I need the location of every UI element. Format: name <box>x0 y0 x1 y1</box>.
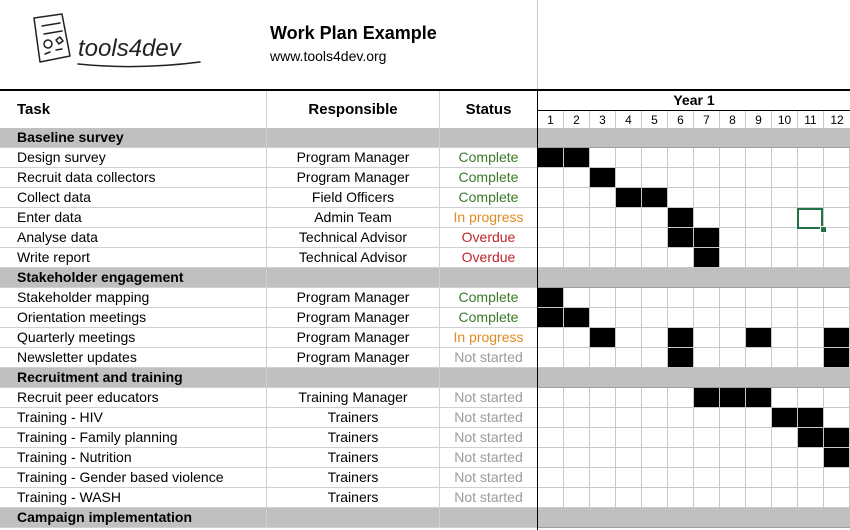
gantt-empty-cell[interactable] <box>642 348 668 368</box>
sheet-header <box>0 0 850 89</box>
gantt-empty-cell[interactable] <box>720 188 746 208</box>
task-responsible: Program Manager <box>267 148 440 168</box>
gantt-empty-cell[interactable] <box>746 188 772 208</box>
gantt-empty-cell[interactable] <box>798 188 824 208</box>
gantt-empty-cell[interactable] <box>824 208 850 228</box>
task-name: Training - Family planning <box>0 428 267 448</box>
gantt-empty-cell[interactable] <box>746 168 772 188</box>
gantt-empty-cell[interactable] <box>720 328 746 348</box>
gantt-empty-cell[interactable] <box>746 428 772 448</box>
task-responsible: Trainers <box>267 428 440 448</box>
section-row[interactable] <box>0 128 850 148</box>
month-header: 1 <box>538 111 564 130</box>
gantt-empty-cell[interactable] <box>590 468 616 488</box>
gantt-empty-cell[interactable] <box>798 308 824 328</box>
task-status: Not started <box>440 448 538 468</box>
gantt-empty-cell[interactable] <box>668 308 694 328</box>
task-row[interactable] <box>0 288 850 308</box>
gantt-empty-cell[interactable] <box>798 168 824 188</box>
gantt-empty-cell[interactable] <box>668 288 694 308</box>
gantt-empty-cell[interactable] <box>772 208 798 228</box>
gantt-empty-cell[interactable] <box>720 228 746 248</box>
task-responsible: Program Manager <box>267 168 440 188</box>
gantt-empty-cell[interactable] <box>694 348 720 368</box>
gantt-empty-cell[interactable] <box>564 188 590 208</box>
task-row[interactable] <box>0 168 850 188</box>
task-row[interactable] <box>0 448 850 468</box>
task-name: Quarterly meetings <box>0 328 267 348</box>
tools4dev-logo <box>30 12 205 82</box>
gantt-bar-cell[interactable] <box>538 148 564 168</box>
gantt-empty-cell[interactable] <box>720 248 746 268</box>
gantt-empty-cell[interactable] <box>772 168 798 188</box>
task-responsible: Program Manager <box>267 308 440 328</box>
gantt-empty-cell[interactable] <box>694 188 720 208</box>
gantt-empty-cell[interactable] <box>720 468 746 488</box>
task-responsible: Training Manager <box>267 388 440 408</box>
task-responsible: Program Manager <box>267 348 440 368</box>
task-status: Complete <box>440 148 538 168</box>
task-status: Not started <box>440 428 538 448</box>
gantt-empty-cell[interactable] <box>694 408 720 428</box>
gantt-bar-cell[interactable] <box>824 448 850 468</box>
gantt-empty-cell[interactable] <box>564 248 590 268</box>
gantt-empty-cell[interactable] <box>642 428 668 448</box>
gantt-empty-cell[interactable] <box>746 348 772 368</box>
gantt-empty-cell[interactable] <box>720 408 746 428</box>
gantt-bar-cell[interactable] <box>798 408 824 428</box>
gantt-empty-cell[interactable] <box>746 148 772 168</box>
gantt-empty-cell[interactable] <box>668 148 694 168</box>
gantt-empty-cell[interactable] <box>642 488 668 508</box>
section-status-cell <box>440 508 538 528</box>
page-title: Work Plan Example <box>270 23 437 43</box>
gantt-bar-cell[interactable] <box>538 308 564 328</box>
task-name: Analyse data <box>0 228 267 248</box>
gantt-empty-cell[interactable] <box>720 428 746 448</box>
task-name: Collect data <box>0 188 267 208</box>
gantt-empty-cell[interactable] <box>668 388 694 408</box>
gantt-empty-cell[interactable] <box>564 448 590 468</box>
gantt-empty-cell[interactable] <box>590 228 616 248</box>
section-responsible-cell <box>267 508 440 528</box>
gantt-empty-cell[interactable] <box>720 288 746 308</box>
gantt-empty-cell[interactable] <box>564 288 590 308</box>
gantt-empty-cell[interactable] <box>824 168 850 188</box>
task-responsible: Technical Advisor <box>267 228 440 248</box>
gantt-empty-cell[interactable] <box>798 388 824 408</box>
gantt-bar-cell[interactable] <box>668 208 694 228</box>
task-name: Newsletter updates <box>0 348 267 368</box>
section-row[interactable] <box>0 368 850 388</box>
gantt-bar-cell[interactable] <box>824 348 850 368</box>
gantt-empty-cell[interactable] <box>746 248 772 268</box>
gantt-empty-cell[interactable] <box>616 208 642 228</box>
gantt-empty-cell[interactable] <box>538 208 564 228</box>
task-row[interactable] <box>0 228 850 248</box>
gantt-bar-cell[interactable] <box>824 428 850 448</box>
task-row[interactable] <box>0 468 850 488</box>
gantt-empty-cell[interactable] <box>668 468 694 488</box>
gantt-empty-cell[interactable] <box>694 428 720 448</box>
task-name: Training - WASH <box>0 488 267 508</box>
gantt-bar-cell[interactable] <box>746 388 772 408</box>
gantt-empty-cell[interactable] <box>616 168 642 188</box>
task-status: Complete <box>440 188 538 208</box>
task-name: Design survey <box>0 148 267 168</box>
gantt-empty-cell[interactable] <box>746 208 772 228</box>
gantt-empty-cell[interactable] <box>772 228 798 248</box>
section-title: Baseline survey <box>0 128 267 148</box>
gantt-empty-cell[interactable] <box>538 328 564 348</box>
gantt-empty-cell[interactable] <box>694 288 720 308</box>
month-header: 10 <box>772 111 798 130</box>
gantt-bar-cell[interactable] <box>668 348 694 368</box>
gantt-empty-cell[interactable] <box>772 188 798 208</box>
gantt-empty-cell[interactable] <box>720 208 746 228</box>
gantt-empty-cell[interactable] <box>824 488 850 508</box>
year-1-header: Year 1 <box>538 91 850 111</box>
gantt-bar-cell[interactable] <box>824 328 850 348</box>
gantt-empty-cell[interactable] <box>538 448 564 468</box>
task-status: In progress <box>440 328 538 348</box>
gantt-empty-cell[interactable] <box>772 328 798 348</box>
gantt-empty-cell[interactable] <box>746 308 772 328</box>
gantt-empty-cell[interactable] <box>616 348 642 368</box>
task-name: Write report <box>0 248 267 268</box>
section-row[interactable] <box>0 508 850 528</box>
gantt-empty-cell[interactable] <box>538 488 564 508</box>
gantt-empty-cell[interactable] <box>564 428 590 448</box>
section-title: Campaign implementation <box>0 508 267 528</box>
logo-wordmark: tools4dev <box>78 35 181 62</box>
gantt-empty-cell[interactable] <box>590 288 616 308</box>
month-header: 2 <box>564 111 590 130</box>
gantt-empty-cell[interactable] <box>564 488 590 508</box>
task-status: Complete <box>440 288 538 308</box>
task-status: Overdue <box>440 248 538 268</box>
task-status: In progress <box>440 208 538 228</box>
task-status: Overdue <box>440 228 538 248</box>
gantt-empty-cell[interactable] <box>668 488 694 508</box>
gantt-empty-cell[interactable] <box>564 348 590 368</box>
gantt-empty-cell[interactable] <box>668 168 694 188</box>
gantt-empty-cell[interactable] <box>772 468 798 488</box>
gantt-empty-cell[interactable] <box>616 148 642 168</box>
gantt-empty-cell[interactable] <box>642 248 668 268</box>
gantt-empty-cell[interactable] <box>772 428 798 448</box>
task-responsible: Technical Advisor <box>267 248 440 268</box>
table-header-row <box>0 89 850 130</box>
gantt-empty-cell[interactable] <box>772 488 798 508</box>
gantt-empty-cell[interactable] <box>590 308 616 328</box>
gantt-empty-cell[interactable] <box>798 448 824 468</box>
gantt-bar-cell[interactable] <box>590 168 616 188</box>
section-status-cell <box>440 128 538 148</box>
gantt-empty-cell[interactable] <box>616 448 642 468</box>
gantt-empty-cell[interactable] <box>824 148 850 168</box>
task-row[interactable] <box>0 188 850 208</box>
gantt-empty-cell[interactable] <box>564 468 590 488</box>
gantt-empty-cell[interactable] <box>616 328 642 348</box>
task-row[interactable] <box>0 428 850 448</box>
task-name: Recruit data collectors <box>0 168 267 188</box>
gantt-empty-cell[interactable] <box>772 148 798 168</box>
gantt-empty-cell[interactable] <box>798 348 824 368</box>
gantt-empty-cell[interactable] <box>590 448 616 468</box>
responsible-column-header: Responsible <box>267 91 440 130</box>
task-responsible: Trainers <box>267 408 440 428</box>
gantt-empty-cell[interactable] <box>616 468 642 488</box>
gantt-bar-cell[interactable] <box>564 148 590 168</box>
gantt-empty-cell[interactable] <box>824 468 850 488</box>
gantt-empty-cell[interactable] <box>798 488 824 508</box>
gantt-bar-cell[interactable] <box>538 288 564 308</box>
header-divider <box>537 0 538 89</box>
gantt-empty-cell[interactable] <box>616 248 642 268</box>
gantt-empty-cell[interactable] <box>616 408 642 428</box>
gantt-bar-cell[interactable] <box>694 248 720 268</box>
gantt-empty-cell[interactable] <box>538 168 564 188</box>
section-responsible-cell <box>267 128 440 148</box>
task-responsible: Field Officers <box>267 188 440 208</box>
month-header: 3 <box>590 111 616 130</box>
gantt-empty-cell[interactable] <box>824 288 850 308</box>
gantt-empty-cell[interactable] <box>616 488 642 508</box>
section-status-cell <box>440 268 538 288</box>
month-header: 11 <box>798 111 824 130</box>
gantt-empty-cell[interactable] <box>824 408 850 428</box>
fill-handle[interactable] <box>820 226 827 233</box>
month-header: 8 <box>720 111 746 130</box>
month-header: 6 <box>668 111 694 130</box>
gantt-empty-cell[interactable] <box>720 168 746 188</box>
gantt-empty-cell[interactable] <box>564 168 590 188</box>
gantt-empty-cell[interactable] <box>772 248 798 268</box>
gantt-empty-cell[interactable] <box>590 208 616 228</box>
gantt-empty-cell[interactable] <box>694 468 720 488</box>
gantt-empty-cell[interactable] <box>538 428 564 448</box>
gantt-empty-cell[interactable] <box>824 248 850 268</box>
gantt-empty-cell[interactable] <box>772 348 798 368</box>
gantt-empty-cell[interactable] <box>564 388 590 408</box>
month-header: 9 <box>746 111 772 130</box>
gantt-empty-cell[interactable] <box>642 448 668 468</box>
gantt-empty-cell[interactable] <box>668 428 694 448</box>
task-responsible: Admin Team <box>267 208 440 228</box>
gantt-empty-cell[interactable] <box>538 388 564 408</box>
gantt-bar-cell[interactable] <box>590 328 616 348</box>
gantt-empty-cell[interactable] <box>668 448 694 468</box>
gantt-empty-cell[interactable] <box>720 308 746 328</box>
gantt-empty-cell[interactable] <box>642 328 668 348</box>
gantt-empty-cell[interactable] <box>694 308 720 328</box>
section-responsible-cell <box>267 268 440 288</box>
task-row[interactable] <box>0 408 850 428</box>
gantt-empty-cell[interactable] <box>668 408 694 428</box>
gantt-empty-cell[interactable] <box>824 308 850 328</box>
task-row[interactable] <box>0 388 850 408</box>
section-gantt-band <box>538 128 850 148</box>
gantt-bar-cell[interactable] <box>720 388 746 408</box>
gantt-empty-cell[interactable] <box>538 248 564 268</box>
gantt-empty-cell[interactable] <box>746 448 772 468</box>
gantt-empty-cell[interactable] <box>694 148 720 168</box>
gantt-empty-cell[interactable] <box>772 448 798 468</box>
task-responsible: Program Manager <box>267 288 440 308</box>
task-status: Not started <box>440 348 538 368</box>
gantt-bar-cell[interactable] <box>616 188 642 208</box>
gantt-empty-cell[interactable] <box>824 188 850 208</box>
month-header: 5 <box>642 111 668 130</box>
gantt-empty-cell[interactable] <box>564 228 590 248</box>
task-row[interactable] <box>0 488 850 508</box>
gantt-empty-cell[interactable] <box>590 488 616 508</box>
task-status: Not started <box>440 468 538 488</box>
gantt-empty-cell[interactable] <box>772 308 798 328</box>
task-row[interactable] <box>0 328 850 348</box>
gantt-empty-cell[interactable] <box>746 488 772 508</box>
task-row[interactable] <box>0 248 850 268</box>
task-responsible: Trainers <box>267 448 440 468</box>
task-status: Not started <box>440 488 538 508</box>
task-name: Stakeholder mapping <box>0 288 267 308</box>
gantt-empty-cell[interactable] <box>538 348 564 368</box>
gantt-empty-cell[interactable] <box>746 468 772 488</box>
gantt-empty-cell[interactable] <box>798 328 824 348</box>
section-gantt-band <box>538 508 850 528</box>
task-column-header: Task <box>0 91 267 130</box>
gantt-empty-cell[interactable] <box>590 148 616 168</box>
gantt-empty-cell[interactable] <box>720 348 746 368</box>
gantt-empty-cell[interactable] <box>590 188 616 208</box>
section-gantt-band <box>538 268 850 288</box>
gantt-empty-cell[interactable] <box>642 388 668 408</box>
task-row[interactable] <box>0 308 850 328</box>
gantt-bar-cell[interactable] <box>694 388 720 408</box>
task-name: Training - HIV <box>0 408 267 428</box>
gantt-empty-cell[interactable] <box>590 428 616 448</box>
gantt-empty-cell[interactable] <box>772 388 798 408</box>
gantt-empty-cell[interactable] <box>798 468 824 488</box>
task-responsible: Trainers <box>267 488 440 508</box>
month-header: 7 <box>694 111 720 130</box>
task-name: Orientation meetings <box>0 308 267 328</box>
gantt-empty-cell[interactable] <box>720 488 746 508</box>
gantt-empty-cell[interactable] <box>590 248 616 268</box>
gantt-empty-cell[interactable] <box>642 148 668 168</box>
gantt-empty-cell[interactable] <box>720 448 746 468</box>
gantt-empty-cell[interactable] <box>720 148 746 168</box>
gantt-empty-cell[interactable] <box>824 228 850 248</box>
task-status: Not started <box>440 388 538 408</box>
website-url: www.tools4dev.org <box>270 48 387 64</box>
task-row[interactable] <box>0 148 850 168</box>
gantt-empty-cell[interactable] <box>694 448 720 468</box>
gantt-empty-cell[interactable] <box>772 288 798 308</box>
gantt-empty-cell[interactable] <box>694 168 720 188</box>
gantt-empty-cell[interactable] <box>642 168 668 188</box>
task-responsible: Trainers <box>267 468 440 488</box>
gantt-bar-cell[interactable] <box>668 228 694 248</box>
gantt-empty-cell[interactable] <box>538 188 564 208</box>
gantt-empty-cell[interactable] <box>616 388 642 408</box>
gantt-empty-cell[interactable] <box>564 328 590 348</box>
section-row[interactable] <box>0 268 850 288</box>
gantt-empty-cell[interactable] <box>798 148 824 168</box>
section-status-cell <box>440 368 538 388</box>
task-row[interactable] <box>0 348 850 368</box>
gantt-empty-cell[interactable] <box>668 188 694 208</box>
gantt-bar-cell[interactable] <box>668 328 694 348</box>
status-column-header: Status <box>440 91 538 130</box>
gantt-bar-cell[interactable] <box>798 428 824 448</box>
task-row[interactable] <box>0 208 850 228</box>
gantt-empty-cell[interactable] <box>642 288 668 308</box>
gantt-empty-cell[interactable] <box>538 228 564 248</box>
gantt-empty-cell[interactable] <box>564 208 590 228</box>
gantt-empty-cell[interactable] <box>824 388 850 408</box>
gantt-empty-cell[interactable] <box>694 208 720 228</box>
gantt-empty-cell[interactable] <box>694 488 720 508</box>
gantt-empty-cell[interactable] <box>746 408 772 428</box>
task-name: Recruit peer educators <box>0 388 267 408</box>
month-header: 12 <box>824 111 850 130</box>
gantt-empty-cell[interactable] <box>616 288 642 308</box>
month-header: 4 <box>616 111 642 130</box>
task-responsible: Program Manager <box>267 328 440 348</box>
gantt-empty-cell[interactable] <box>798 248 824 268</box>
gantt-empty-cell[interactable] <box>642 408 668 428</box>
section-gantt-band <box>538 368 850 388</box>
gantt-empty-cell[interactable] <box>642 228 668 248</box>
task-status: Complete <box>440 308 538 328</box>
gantt-bar-cell[interactable] <box>694 228 720 248</box>
gantt-divider <box>537 89 538 530</box>
gantt-bar-cell[interactable] <box>746 328 772 348</box>
gantt-bar-cell[interactable] <box>564 308 590 328</box>
gantt-bar-cell[interactable] <box>642 188 668 208</box>
gantt-empty-cell[interactable] <box>590 388 616 408</box>
task-status: Complete <box>440 168 538 188</box>
gantt-empty-cell[interactable] <box>590 408 616 428</box>
gantt-empty-cell[interactable] <box>746 288 772 308</box>
gantt-empty-cell[interactable] <box>642 308 668 328</box>
gantt-empty-cell[interactable] <box>746 228 772 248</box>
task-status: Not started <box>440 408 538 428</box>
gantt-empty-cell[interactable] <box>538 468 564 488</box>
section-responsible-cell <box>267 368 440 388</box>
gantt-empty-cell[interactable] <box>798 288 824 308</box>
gantt-empty-cell[interactable] <box>668 248 694 268</box>
gantt-empty-cell[interactable] <box>616 428 642 448</box>
gantt-empty-cell[interactable] <box>642 468 668 488</box>
task-name: Training - Gender based violence <box>0 468 267 488</box>
gantt-empty-cell[interactable] <box>590 348 616 368</box>
task-name: Enter data <box>0 208 267 228</box>
gantt-bar-cell[interactable] <box>772 408 798 428</box>
gantt-empty-cell[interactable] <box>538 408 564 428</box>
section-title: Recruitment and training <box>0 368 267 388</box>
gantt-empty-cell[interactable] <box>694 328 720 348</box>
task-name: Training - Nutrition <box>0 448 267 468</box>
gantt-empty-cell[interactable] <box>616 308 642 328</box>
section-title: Stakeholder engagement <box>0 268 267 288</box>
gantt-empty-cell[interactable] <box>642 208 668 228</box>
gantt-empty-cell[interactable] <box>564 408 590 428</box>
gantt-empty-cell[interactable] <box>616 228 642 248</box>
